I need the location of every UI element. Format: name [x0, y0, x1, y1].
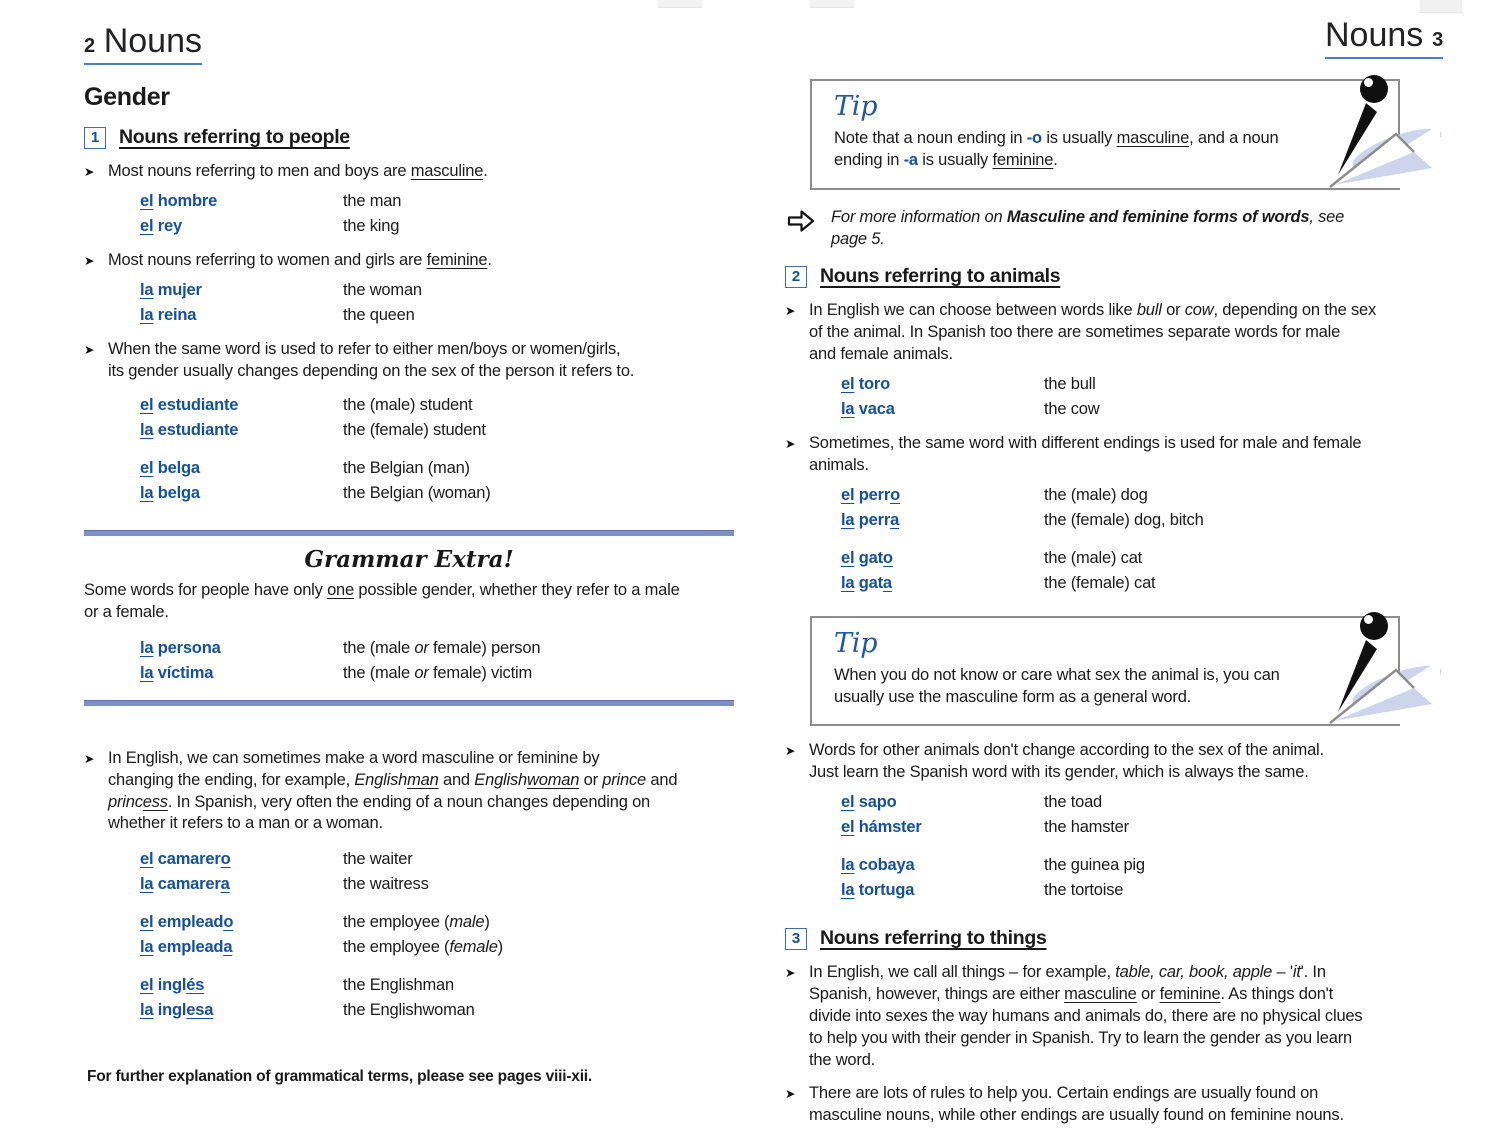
dictionary-row	[785, 815, 1443, 840]
dictionary-row	[84, 189, 734, 214]
spanish-term: la empleada	[140, 938, 233, 957]
dictionary-row	[84, 661, 734, 686]
spanish-term: el empleado	[140, 913, 234, 932]
bullet-arrow-icon: ➤	[84, 164, 95, 179]
english-translation: the bull	[1044, 374, 1096, 393]
spanish-term: el estudiante	[140, 395, 239, 414]
english-translation: the (male) student	[343, 395, 473, 414]
english-translation: the toad	[1044, 793, 1103, 812]
grammar-extra-top-rule	[84, 530, 734, 536]
spanish-term: el toro	[841, 374, 891, 393]
cross-reference-text: For more information on Masculine and feminine forms of words, see page 5.	[831, 207, 1345, 249]
english-translation: the employee (female)	[343, 938, 503, 957]
spanish-term: el camarero	[140, 850, 231, 869]
left-page-title-row	[84, 24, 734, 65]
dictionary-row	[785, 372, 1443, 397]
bullet-arrow-icon: ➤	[785, 303, 796, 319]
dictionary-group	[84, 847, 734, 897]
english-translation: the (female) student	[343, 420, 486, 439]
tip-text: When you do not know or care what sex the animal is, you can usually use the masculine form as a general word.	[834, 665, 1280, 707]
english-translation: the (female) dog, bitch	[1044, 510, 1204, 529]
bullet-point	[84, 250, 734, 272]
page-number: 2	[84, 35, 95, 57]
english-translation: the Belgian (man)	[343, 458, 470, 477]
dictionary-group	[785, 790, 1443, 840]
tip-title: Tip	[834, 91, 878, 122]
english-translation: the (male or female) person	[343, 638, 541, 657]
english-translation: the tortoise	[1044, 881, 1124, 900]
dictionary-group	[84, 189, 734, 239]
page-tab-mark	[1420, 0, 1462, 13]
dictionary-row	[84, 847, 734, 872]
bullet-text: In English, we call all things – for example, table, car, book, apple – 'it'. In Spanish, however, things are either masculine or feminine. As things don't divide into sexes the way humans and animals do, there are no physical clues to help you with their gender in Spanish. Try to learn the gender as you learn the word.	[809, 963, 1363, 1069]
section-heading: Nouns referring to animals	[820, 265, 1061, 288]
english-translation: the woman	[343, 280, 422, 299]
spanish-term: la camarera	[140, 875, 230, 894]
dictionary-group	[84, 278, 734, 328]
dictionary-row	[785, 571, 1443, 596]
bullet-text: In English, we can sometimes make a word masculine or feminine by changing the ending, for example, Englishman and Englishwoman or prince and princess. In Spanish, very often the ending of a noun changes depending on whether it refers to a man or a woman.	[108, 748, 678, 833]
section-heading: Nouns referring to things	[820, 927, 1047, 950]
spanish-term: la vaca	[841, 399, 895, 418]
bullet-arrow-icon: ➤	[785, 1085, 796, 1101]
dictionary-row	[84, 303, 734, 328]
english-translation: the Englishman	[343, 976, 454, 995]
spanish-term: la tortuga	[841, 881, 915, 900]
tip-title: Tip	[834, 627, 878, 659]
section-number-box: 1	[84, 127, 106, 149]
bullet-text: In English we can choose between words like bull or cow, depending on the sex of the animal. In Spanish too there are sometimes separate words for male and female animals.	[809, 301, 1377, 363]
page-number: 3	[1432, 29, 1443, 51]
spanish-term: la reina	[140, 305, 197, 324]
pushpin-icon	[1336, 604, 1392, 714]
grammar-extra-text: Some words for people have only one possible gender, whether they refer to a male or a female.	[84, 580, 680, 621]
english-translation: the guinea pig	[1044, 856, 1145, 875]
dictionary-row	[84, 418, 734, 443]
bullet-text: Most nouns referring to women and girls are feminine.	[108, 250, 492, 269]
dictionary-row	[84, 214, 734, 239]
section-3-heading-row	[785, 927, 1443, 950]
dictionary-row	[84, 872, 734, 897]
spanish-term: el rey	[140, 216, 182, 235]
dictionary-group	[785, 853, 1443, 903]
tip-text: Note that a noun ending in -o is usually masculine, and a noun ending in -a is usually feminine.	[834, 129, 1279, 170]
dictionary-row	[84, 481, 734, 506]
tip-box	[810, 79, 1400, 190]
spanish-term: el gato	[841, 548, 893, 567]
bullet-text: There are lots of rules to help you. Certain endings are usually found on masculine nouns, while other endings are usually found on feminine nouns.	[809, 1083, 1344, 1124]
bullet-text: Most nouns referring to men and boys are masculine.	[108, 162, 488, 180]
dictionary-row	[785, 546, 1443, 571]
spanish-term: la víctima	[140, 663, 214, 682]
dictionary-group	[785, 546, 1443, 596]
bullet-point	[785, 740, 1443, 784]
dictionary-row	[785, 790, 1443, 815]
dictionary-group	[84, 910, 734, 960]
section-2-heading-row	[785, 265, 1443, 288]
page-title-text: Nouns	[103, 22, 202, 60]
dictionary-row	[84, 973, 734, 998]
page-title	[1325, 18, 1443, 59]
bullet-arrow-icon: ➤	[785, 743, 796, 759]
page-title	[84, 24, 202, 65]
bullet-point	[785, 433, 1443, 477]
bullet-point	[84, 161, 734, 183]
bullet-point	[84, 748, 734, 836]
right-page	[785, 18, 1443, 1133]
spanish-term: la persona	[140, 638, 221, 657]
section-number-box: 2	[785, 266, 807, 288]
dictionary-row	[785, 878, 1443, 903]
page-title-text: Nouns	[1325, 16, 1424, 54]
spanish-term: la estudiante	[140, 420, 239, 439]
section-1-heading-row	[84, 126, 734, 149]
spanish-term: el sapo	[841, 793, 897, 812]
bullet-arrow-icon: ➤	[84, 750, 95, 766]
bullet-point	[785, 962, 1443, 1072]
gender-heading: Gender	[84, 83, 170, 111]
dictionary-row	[84, 278, 734, 303]
dictionary-row	[785, 508, 1443, 533]
english-translation: the queen	[343, 305, 415, 324]
bullet-arrow-icon: ➤	[785, 965, 796, 981]
spanish-term: el inglés	[140, 976, 205, 995]
dictionary-row	[84, 910, 734, 935]
english-translation: the waiter	[343, 850, 413, 869]
spanish-term: el belga	[140, 458, 200, 477]
dictionary-group	[785, 483, 1443, 533]
english-translation: the Belgian (woman)	[343, 483, 491, 502]
bullet-arrow-icon: ➤	[785, 435, 796, 451]
english-translation: the (male) dog	[1044, 485, 1148, 504]
dictionary-row	[84, 998, 734, 1023]
english-translation: the (female) cat	[1044, 573, 1156, 592]
bullet-point	[785, 300, 1443, 366]
english-translation: the cow	[1044, 399, 1100, 418]
dictionary-row	[84, 935, 734, 960]
dictionary-group	[84, 456, 734, 506]
english-translation: the (male) cat	[1044, 548, 1143, 567]
section-number-box: 3	[785, 928, 807, 950]
bullet-text: Sometimes, the same word with different endings is used for male and female animals.	[809, 433, 1362, 474]
bullet-arrow-icon: ➤	[84, 252, 95, 268]
grammar-extra-bottom-rule	[84, 700, 734, 706]
spanish-term: la belga	[140, 483, 200, 502]
page-footer-note: For further explanation of grammatical terms, please see pages viii-xii.	[87, 1068, 593, 1085]
spanish-term: la mujer	[140, 280, 202, 299]
arrow-right-outline-icon	[786, 208, 816, 234]
english-translation: the Englishwoman	[343, 1001, 475, 1020]
english-translation: the man	[343, 191, 402, 210]
bullet-point	[785, 1083, 1443, 1127]
spanish-term: el perro	[841, 485, 900, 504]
grammar-extra-box	[84, 530, 734, 706]
right-page-title-row	[785, 18, 1443, 59]
spanish-term: la perra	[841, 510, 900, 529]
english-translation: the king	[343, 216, 400, 235]
dictionary-row	[785, 483, 1443, 508]
spanish-term: la inglesa	[140, 1001, 214, 1020]
page-tab-mark	[658, 0, 702, 8]
bullet-point	[84, 339, 734, 383]
dictionary-group	[785, 372, 1443, 422]
section-heading: Nouns referring to people	[119, 126, 350, 148]
bullet-text: Words for other animals don't change according to the sex of the animal. Just learn the Spanish word with its gender, which is always the same.	[809, 741, 1324, 782]
tip-box	[810, 616, 1400, 727]
spanish-term: el hombre	[140, 191, 218, 210]
english-translation: the (male or female) victim	[343, 663, 533, 682]
dictionary-row	[84, 393, 734, 418]
dictionary-row	[785, 853, 1443, 878]
dictionary-group	[84, 393, 734, 443]
pushpin-icon	[1336, 67, 1392, 177]
english-translation: the waitress	[343, 875, 429, 894]
cross-reference	[786, 206, 1443, 252]
english-translation: the employee (male)	[343, 913, 490, 932]
grammar-extra-title: Grammar Extra!	[304, 545, 514, 573]
dictionary-row	[84, 456, 734, 481]
spanish-term: el hámster	[841, 818, 922, 837]
left-page	[84, 22, 734, 1085]
bullet-text: When the same word is used to refer to either men/boys or women/girls, its gender usually changes depending on the sex of the person it refers to.	[108, 339, 635, 380]
bullet-arrow-icon: ➤	[84, 341, 95, 357]
dictionary-group	[84, 973, 734, 1023]
spanish-term: la gata	[841, 573, 892, 592]
dictionary-row	[785, 397, 1443, 422]
spanish-term: la cobaya	[841, 856, 915, 875]
dictionary-group	[84, 636, 734, 686]
page-tab-mark	[810, 0, 854, 8]
dictionary-row	[84, 636, 734, 661]
english-translation: the hamster	[1044, 818, 1129, 837]
